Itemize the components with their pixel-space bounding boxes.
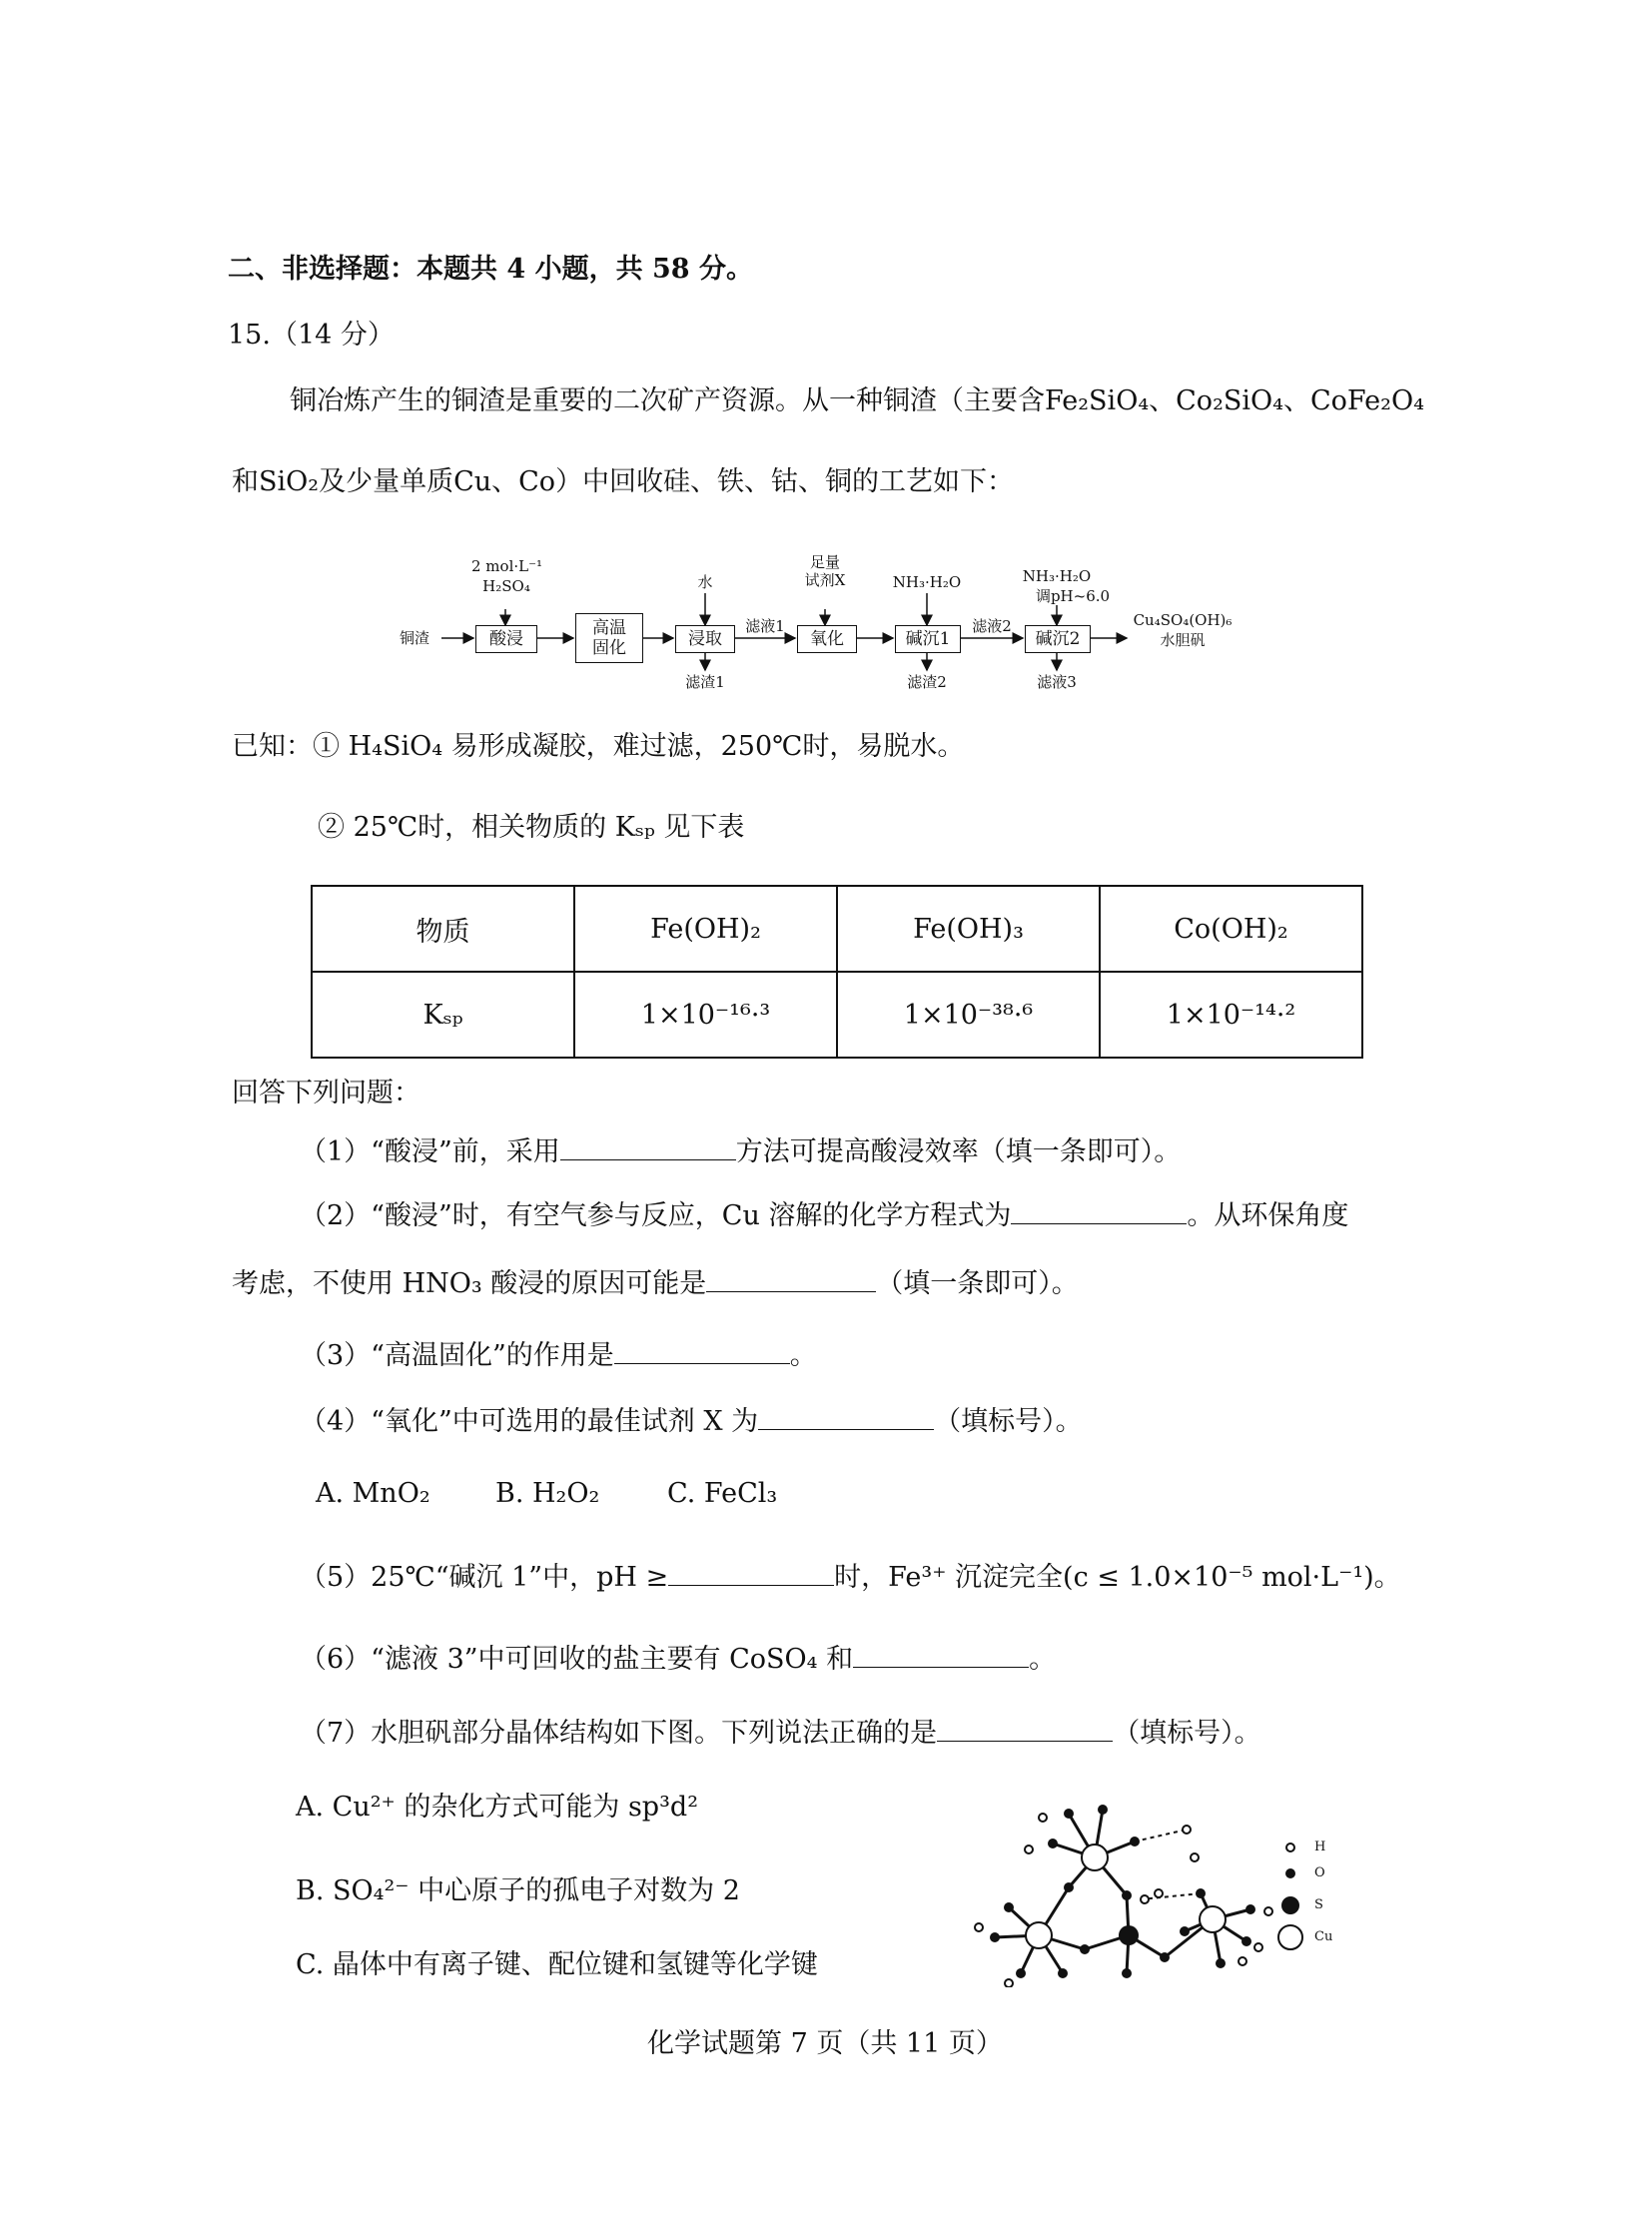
page-footer: 化学试题第 7 页（共 11 页） <box>647 2028 1003 2059</box>
flow-box-oxidation: 氧化 <box>797 625 857 653</box>
subquestion-5: （5）25℃“碱沉 1”中，pH ≥ 时，Fe³⁺ 沉淀完全(c ≤ 1.0×10⁻⁵ mol·L⁻¹)。 <box>300 1562 1401 1593</box>
answer-blank[interactable] <box>560 1135 736 1160</box>
box6-reagent-2: 调pH~6.0 <box>1035 587 1111 605</box>
flow-box-alkali-precip-1: 碱沉1 <box>895 625 961 653</box>
box3-residue: 滤渣1 <box>685 673 725 691</box>
box1-reagent-2: H₂SO₄ <box>482 577 530 595</box>
q4-option-c: C. FeCl₃ <box>667 1478 778 1509</box>
filtrate-1-label: 滤液1 <box>745 617 785 635</box>
box6-filtrate: 滤液3 <box>1037 673 1077 691</box>
product-formula: Cu₄SO₄(OH)₆ <box>1133 611 1233 629</box>
table-cell: Fe(OH)₃ <box>837 886 1100 972</box>
answer-blank[interactable] <box>758 1405 934 1430</box>
legend-o-label: O <box>1314 1865 1325 1880</box>
legend-h-label: H <box>1314 1840 1326 1854</box>
answer-blank[interactable] <box>706 1267 876 1292</box>
known-2: ② 25℃时，相关物质的 Kₛₚ 见下表 <box>318 812 745 843</box>
flow-box-alkali-precip-2: 碱沉2 <box>1025 625 1091 653</box>
answer-blank[interactable] <box>937 1717 1113 1742</box>
table-header-row <box>312 886 1362 972</box>
table-row <box>312 972 1362 1058</box>
legend-s-label: S <box>1314 1897 1323 1912</box>
subquestion-2: （2）“酸浸”时，有空气参与反应，Cu 溶解的化学方程式为 。从环保角度 <box>300 1200 1349 1231</box>
box3-reagent: 水 <box>697 573 713 591</box>
crystal-structure-drawing <box>959 1788 1358 1987</box>
question-number: 15.（14 分） <box>228 320 395 351</box>
q7-option-b: B. SO₄²⁻ 中心原子的孤电子对数为 2 <box>296 1875 740 1906</box>
box1-reagent-1: 2 mol·L⁻¹ <box>471 557 543 575</box>
q4-option-b: B. H₂O₂ <box>495 1478 600 1509</box>
ksp-table <box>311 885 1363 1059</box>
table-cell: Kₛₚ <box>312 972 574 1058</box>
answer-blank[interactable] <box>853 1643 1029 1668</box>
box6-reagent-1: NH₃·H₂O <box>1022 567 1092 585</box>
subquestion-4: （4）“氧化”中可选用的最佳试剂 X 为 （填标号）。 <box>300 1406 1083 1437</box>
table-cell: Co(OH)₂ <box>1100 886 1362 972</box>
box4-reagent-1: 足量 <box>809 553 840 571</box>
box5-reagent: NH₃·H₂O <box>892 573 962 591</box>
answer-prompt: 回答下列问题： <box>232 1078 420 1108</box>
table-cell: 1×10⁻³⁸·⁶ <box>837 972 1100 1058</box>
q7-option-a: A. Cu²⁺ 的杂化方式可能为 sp³d² <box>296 1792 699 1823</box>
known-1: 已知：① H₄SiO₄ 易形成凝胶，难过滤，250℃时，易脱水。 <box>232 731 965 762</box>
subquestion-3: （3）“高温固化”的作用是 。 <box>300 1340 817 1371</box>
process-flow-diagram <box>390 549 1239 699</box>
intro-line-2: 和SiO₂及少量单质Cu、Co）中回收硅、铁、钴、铜的工艺如下： <box>232 466 1015 497</box>
answer-blank[interactable] <box>614 1339 790 1364</box>
flow-box-acid-leach: 酸浸 <box>475 625 537 653</box>
subquestion-2-cont: 考虑，不使用 HNO₃ 酸浸的原因可能是 （填一条即可）。 <box>232 1268 1079 1299</box>
crystal-structure-figure <box>959 1788 1358 1987</box>
subquestion-7: （7）水胆矾部分晶体结构如下图。下列说法正确的是 （填标号）。 <box>300 1718 1261 1749</box>
box5-residue: 滤渣2 <box>907 673 947 691</box>
intro-formula-1: Fe₂SiO₄、Co₂SiO₄、CoFe₂O₄ <box>1045 385 1424 416</box>
box4-reagent-2: 试剂X <box>804 571 846 589</box>
intro-line-1: 铜冶炼产生的铜渣是重要的二次矿产资源。从一种铜渣（主要含Fe₂SiO₄、Co₂SiO₄、CoFe₂O₄ <box>290 385 1424 416</box>
filtrate-2-label: 滤液2 <box>972 617 1012 635</box>
table-cell: 1×10⁻¹⁴·² <box>1100 972 1362 1058</box>
flow-box-high-temp-solidify: 高温 固化 <box>575 613 643 663</box>
table-cell: 1×10⁻¹⁶·³ <box>574 972 837 1058</box>
legend-cu-label: Cu <box>1314 1929 1333 1944</box>
subquestion-6: （6）“滤液 3”中可回收的盐主要有 CoSO₄ 和 。 <box>300 1644 1057 1675</box>
product-name: 水胆矾 <box>1160 631 1206 649</box>
q7-option-c: C. 晶体中有离子键、配位键和氢键等化学键 <box>296 1949 818 1980</box>
answer-blank[interactable] <box>1011 1199 1187 1224</box>
flow-start: 铜渣 <box>400 629 430 647</box>
answer-blank[interactable] <box>668 1561 834 1586</box>
table-cell: Fe(OH)₂ <box>574 886 837 972</box>
section-title: 二、非选择题：本题共 4 小题，共 58 分。 <box>228 254 753 285</box>
q4-option-a: A. MnO₂ <box>316 1478 430 1509</box>
table-cell: 物质 <box>312 886 574 972</box>
flow-box-extraction: 浸取 <box>675 625 735 653</box>
subquestion-1: （1）“酸浸”前，采用 方法可提高酸浸效率（填一条即可）。 <box>300 1136 1182 1167</box>
